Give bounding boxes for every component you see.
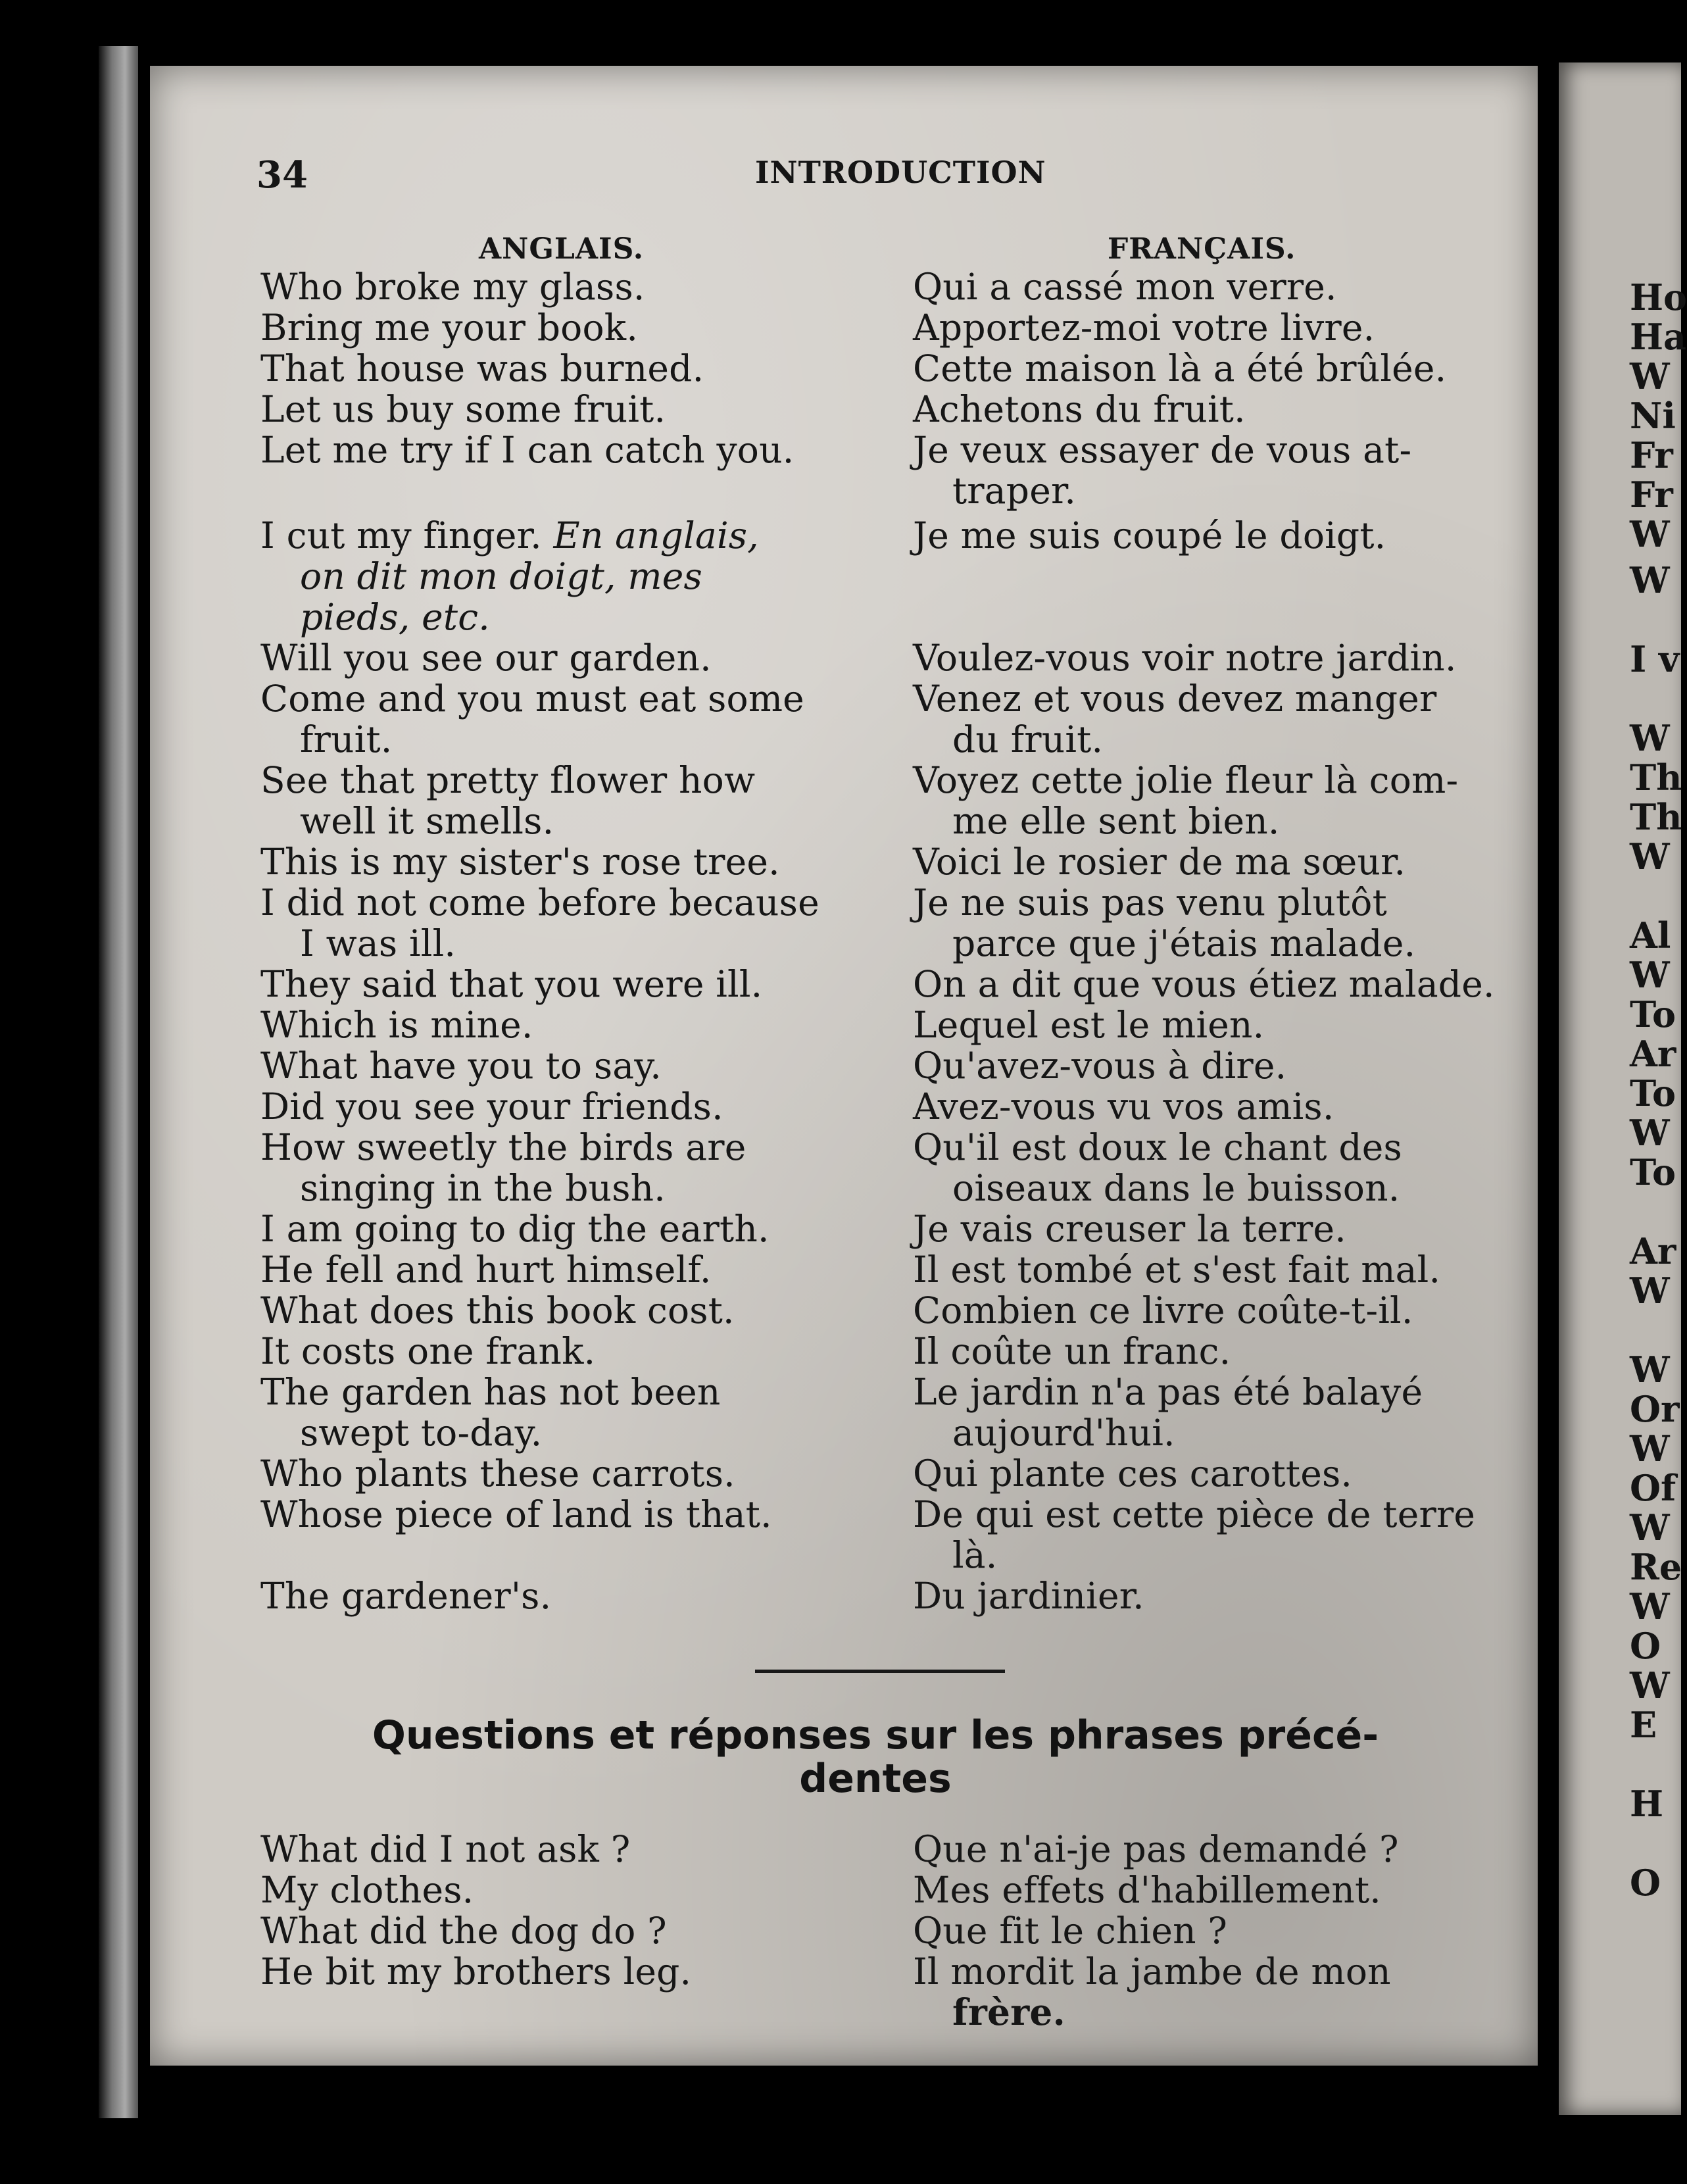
adjacent-page-line-fragment: To — [1630, 993, 1676, 1035]
phrase-en-text: I cut my finger. — [260, 514, 542, 557]
phrase-fr-line: Avez-vous vu vos amis. — [913, 1085, 1334, 1128]
phrase-fr-line: traper. — [952, 470, 1077, 512]
phrase-en-line: That house was burned. — [260, 347, 704, 389]
adjacent-page-line-fragment: Th — [1630, 757, 1682, 799]
phrase-fr-line: Il est tombé et s'est fait mal. — [913, 1249, 1441, 1291]
phrase-en-line: well it smells. — [300, 800, 554, 842]
adjacent-page-line-fragment: W — [1630, 559, 1670, 601]
phrase-en-line: They said that you were ill. — [260, 963, 763, 1005]
phrase-en-line: Let us buy some fruit. — [260, 388, 666, 430]
section-heading-line: Questions et réponses sur les phrases précé- — [372, 1712, 1379, 1758]
phrase-fr-line: Cette maison là a été brûlée. — [913, 347, 1447, 389]
phrase-fr-line: Voici le rosier de ma sœur. — [913, 841, 1406, 883]
phrase-fr-line: Voulez-vous voir notre jardin. — [913, 637, 1457, 679]
adjacent-page-line-fragment: Of — [1630, 1467, 1676, 1509]
adjacent-page-line-fragment: W — [1630, 1585, 1670, 1627]
adjacent-page-line-fragment: W — [1630, 1664, 1670, 1706]
adjacent-page-line-fragment: O — [1630, 1625, 1661, 1667]
adjacent-page-line-fragment: Fr — [1630, 474, 1673, 516]
phrase-fr-line: Qu'il est doux le chant des — [913, 1126, 1402, 1168]
qa-fr-line: Que fit le chien ? — [913, 1910, 1228, 1952]
phrase-en-line: The gardener's. — [260, 1575, 552, 1617]
phrase-en-line: It costs one frank. — [260, 1330, 596, 1372]
phrase-fr-line: On a dit que vous étiez malade. — [913, 963, 1495, 1005]
adjacent-page-line-fragment: Ha — [1630, 316, 1687, 358]
phrase-en-line: The garden has not been — [260, 1371, 721, 1413]
adjacent-page-line-fragment: To — [1630, 1072, 1676, 1114]
phrase-fr-line: Achetons du fruit. — [913, 388, 1246, 430]
adjacent-page-line-fragment: Al — [1630, 914, 1671, 956]
adjacent-page-line-fragment: I v — [1630, 638, 1680, 680]
phrase-en-line: What does this book cost. — [260, 1289, 735, 1331]
adjacent-page-line-fragment: W — [1630, 1270, 1670, 1312]
phrase-en-line: fruit. — [300, 718, 393, 760]
phrase-fr-line: oiseaux dans le buisson. — [952, 1167, 1400, 1209]
adjacent-page-line-fragment: Ho — [1630, 276, 1687, 318]
column-heading-french: FRANÇAIS. — [1108, 232, 1296, 266]
adjacent-page-line-fragment: Re — [1630, 1546, 1682, 1588]
phrase-en-note-line: pieds, etc. — [300, 596, 490, 638]
phrase-fr-line: Voyez cette jolie fleur là com- — [913, 759, 1459, 801]
section-divider — [755, 1670, 1005, 1673]
column-heading-english: ANGLAIS. — [479, 232, 645, 266]
phrase-fr-line: Je vais creuser la terre. — [913, 1208, 1346, 1250]
phrase-en-line: Will you see our garden. — [260, 637, 712, 679]
phrase-en-line: I did not come before because — [260, 881, 819, 924]
adjacent-page-line-fragment: W — [1630, 1112, 1670, 1154]
phrase-fr-line: Je ne suis pas venu plutôt — [913, 881, 1387, 924]
adjacent-page-line-fragment: W — [1630, 513, 1670, 555]
phrase-en-line: I was ill. — [300, 922, 456, 964]
phrase-fr-line: Qui a cassé mon verre. — [913, 266, 1337, 308]
adjacent-page-line-fragment: To — [1630, 1151, 1676, 1193]
phrase-en-line: Come and you must eat some — [260, 678, 804, 720]
section-heading — [260, 1714, 1490, 1800]
book-spine-shadow — [99, 46, 138, 2118]
phrase-fr-line: parce que j'étais malade. — [952, 922, 1416, 964]
adjacent-page-line-fragment: W — [1630, 835, 1670, 878]
phrase-en-line: See that pretty flower how — [260, 759, 756, 801]
phrase-fr-line: Apportez-moi votre livre. — [913, 307, 1375, 349]
phrase-fr-line: Le jardin n'a pas été balayé — [913, 1371, 1423, 1413]
phrase-fr-line: Qui plante ces carottes. — [913, 1452, 1353, 1495]
phrase-en-line: Bring me your book. — [260, 307, 639, 349]
qa-en-line: He bit my brothers leg. — [260, 1950, 692, 1993]
adjacent-page-line-fragment: W — [1630, 1506, 1670, 1549]
adjacent-page-line-fragment: Th — [1630, 796, 1682, 838]
adjacent-page-line-fragment: Or — [1630, 1388, 1680, 1430]
qa-fr-line: Que n'ai-je pas demandé ? — [913, 1828, 1399, 1870]
book-page — [150, 66, 1538, 2066]
adjacent-page-line-fragment: Ni — [1630, 395, 1676, 437]
section-heading-line: dentes — [799, 1756, 952, 1802]
phrase-en-note-line: on dit mon doigt, mes — [300, 555, 702, 597]
page-number: 34 — [257, 153, 308, 197]
qa-fr-line: Mes effets d'habillement. — [913, 1869, 1381, 1911]
adjacent-page-line-fragment: W — [1630, 1349, 1670, 1391]
phrase-fr-line: me elle sent bien. — [952, 800, 1280, 842]
phrase-fr-line: Combien ce livre coûte-t-il. — [913, 1289, 1413, 1331]
phrase-fr-line: Du jardinier. — [913, 1575, 1144, 1617]
phrase-en-line: swept to-day. — [300, 1412, 543, 1454]
phrase-en-note: En anglais, — [553, 514, 759, 557]
qa-fr-line: Il mordit la jambe de mon — [913, 1950, 1391, 1993]
qa-en-line: What did the dog do ? — [260, 1910, 667, 1952]
phrase-en-line: singing in the bush. — [300, 1167, 666, 1209]
qa-en-line: My clothes. — [260, 1869, 474, 1911]
adjacent-page-line-fragment: Fr — [1630, 434, 1673, 476]
qa-fr-line: frère. — [952, 1991, 1065, 2033]
phrase-en-line: Did you see your friends. — [260, 1085, 723, 1128]
phrase-fr-line: Venez et vous devez manger — [913, 678, 1437, 720]
phrase-en-line: Which is mine. — [260, 1004, 533, 1046]
adjacent-page-line-fragment: W — [1630, 717, 1670, 759]
qa-en-line: What did I not ask ? — [260, 1828, 631, 1870]
phrase-fr-line: du fruit. — [952, 718, 1104, 760]
adjacent-page-line-fragment: W — [1630, 954, 1670, 996]
phrase-en-line: Let me try if I can catch you. — [260, 429, 795, 471]
phrase-fr-line: là. — [952, 1534, 998, 1576]
phrase-en-line: This is my sister's rose tree. — [260, 841, 780, 883]
phrase-en-line: He fell and hurt himself. — [260, 1249, 712, 1291]
adjacent-page-line-fragment: Ar — [1630, 1230, 1676, 1272]
adjacent-page-line-fragment: H — [1630, 1783, 1664, 1825]
adjacent-page-line-fragment: E — [1630, 1704, 1657, 1746]
adjacent-page-line-fragment: Ar — [1630, 1033, 1676, 1075]
phrase-en-line: What have you to say. — [260, 1045, 662, 1087]
phrase-fr-line: aujourd'hui. — [952, 1412, 1175, 1454]
adjacent-page-line-fragment: O — [1630, 1862, 1661, 1904]
phrase-en-line: Whose piece of land is that. — [260, 1493, 772, 1535]
phrase-fr-line: Qu'avez-vous à dire. — [913, 1045, 1287, 1087]
phrase-fr-line: Lequel est le mien. — [913, 1004, 1265, 1046]
phrase-en-line: I am going to dig the earth. — [260, 1208, 770, 1250]
phrase-en-line: Who broke my glass. — [260, 266, 645, 308]
phrase-fr-line: Il coûte un franc. — [913, 1330, 1231, 1372]
adjacent-page-line-fragment: W — [1630, 355, 1670, 397]
adjacent-page-line-fragment: W — [1630, 1427, 1670, 1470]
phrase-fr-line: De qui est cette pièce de terre — [913, 1493, 1476, 1535]
phrase-en-line — [260, 515, 759, 556]
phrase-fr-line: Je veux essayer de vous at- — [913, 429, 1412, 471]
running-head: INTRODUCTION — [755, 155, 1046, 190]
phrase-en-line: Who plants these carrots. — [260, 1452, 735, 1495]
phrase-fr-line: Je me suis coupé le doigt. — [913, 514, 1386, 557]
phrase-en-line: How sweetly the birds are — [260, 1126, 746, 1168]
adjacent-page-edge — [1559, 62, 1687, 2115]
